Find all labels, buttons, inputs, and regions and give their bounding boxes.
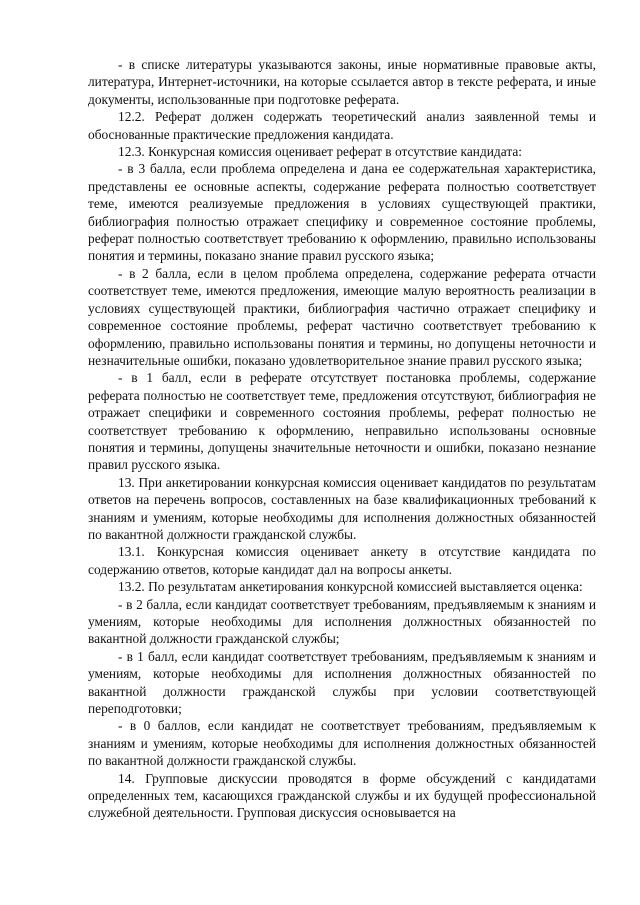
paragraph-12-3: 12.3. Конкурсная комиссия оценивает реферат в отсутствие кандидата:: [118, 144, 523, 160]
paragraph-survey-score-1: - в 1 балл, если кандидат соответствует требованиям, предъявляемым к знаниям и умениям, которые необходимы для исполнения должностных обязанностей по вакантной должности гражданской службы при условии соответствующей переподготовки;: [88, 648, 596, 717]
paragraph-12-2: 12.2. Реферат должен содержать теоретический анализ заявленной темы и обоснованные практические предложения кандидата.: [88, 109, 596, 142]
paragraph-score-1: - в 1 балл, если в реферате отсутствует постановка проблемы, содержание реферата полностью не соответствует теме, предложения отсутствуют, библиография не отражает специфики и современного состояния проблемы, реферат полностью не соответствует требованию к оформлению, неправильно использованы основные понятия и термины, допущены значительные неточности и ошибки, показано незнание правил русского языка.: [88, 370, 596, 473]
paragraph-survey-score-0: - в 0 баллов, если кандидат не соответствует требованиям, предъявляемым к знаниям и умениям, которые необходимы для исполнения должностных обязанностей по вакантной должности гражданской службы.: [88, 718, 596, 769]
paragraph-13-2: 13.2. По результатам анкетирования конкурсной комиссией выставляется оценка:: [118, 579, 583, 595]
paragraph-13: 13. При анкетировании конкурсная комиссия оценивает кандидатов по результатам ответов на перечень вопросов, составленных на базе квалификационных требований к знаниям и умениям, которые необходимы для исполнения должностных обязанностей по вакантной должности гражданской службы.: [88, 474, 596, 542]
paragraph-literature-list: - в списке литературы указываются законы, иные нормативные правовые акты, литература, Интернет-источники, на которые ссылается автор в тексте реферата, и иные документы, использованные при подготовке реферата.: [88, 57, 596, 107]
paragraph-13-1: 13.1. Конкурсная комиссия оценивает анкету в отсутствие кандидата по содержанию ответов, которые кандидат дал на вопросы анкеты.: [88, 544, 596, 577]
document-body: [88, 56, 596, 822]
paragraph-survey-score-2: - в 2 балла, если кандидат соответствует требованиям, предъявляемым к знаниям и умениям, которые необходимы для исполнения должностных обязанностей по вакантной должности гражданской службы;: [88, 596, 596, 647]
paragraph-score-2: - в 2 балла, если в целом проблема определена, содержание реферата отчасти соответствует теме, имеются предложения, имеющие малую вероятность реализации в условиях существующей практики, библиография частично отражает специфику и современное состояние проблемы, реферат частично соответствует требованию к оформлению, правильно использованы понятия и термины, но допущены неточности и незначительные ошибки, показано удовлетворительное знание правил русского языка;: [88, 265, 596, 368]
paragraph-score-3: - в 3 балла, если проблема определена и дана ее содержательная характеристика, представлены ее основные аспекты, содержание реферата полностью соответствует теме, имеются реализуемые предложения в условиях существующей практики, библиография полностью отражает специфику и современное состояние проблемы, реферат полностью соответствует требованию к оформлению, правильно использованы понятия и термины, показано знание правил русского языка;: [88, 161, 596, 264]
paragraph-14: 14. Групповые дискуссии проводятся в форме обсуждений с кандидатами определенных тем, касающихся гражданской службы и их будущей профессиональной служебной деятельности. Групповая дискуссия основывается на: [88, 770, 596, 821]
